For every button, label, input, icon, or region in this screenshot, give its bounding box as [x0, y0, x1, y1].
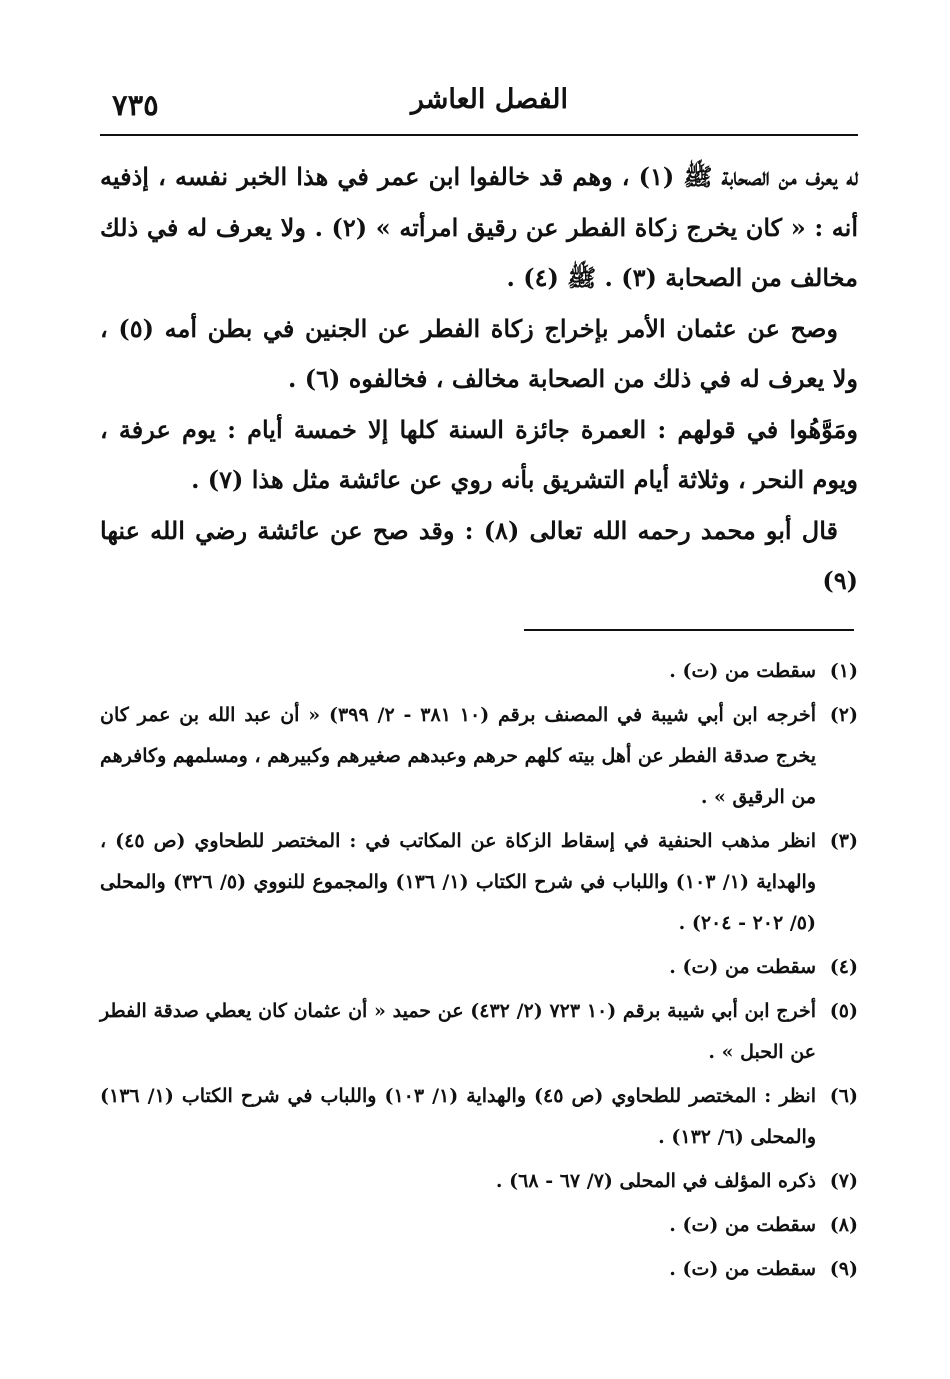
footnote-number: (٤)	[829, 955, 858, 978]
footnote	[100, 695, 858, 818]
page-number: ٧٣٥	[112, 88, 159, 122]
paragraph: ومَوَّهُوا في قولهم : العمرة جائزة السنة كلها إلا خمسة أيام : يوم عرفة ، ويوم النحر ، وثلاثة أيام التشريق بأنه روي عن عائشة مثل هذا (٧) .	[100, 414, 858, 494]
footnote-text: سقطت من (ت) .	[669, 659, 816, 682]
footnote-text: انظر : المختصر للطحاوي (ص ٤٥) والهداية (١/ ١٠٣) واللباب في شرح الكتاب (١/ ١٣٦) والمحلى (٦/ ١٣٢) .	[100, 1084, 816, 1148]
footnote-text: سقطت من (ت) .	[669, 1213, 816, 1236]
footnote-text: أخرجه ابن أبي شيبة في المصنف برقم (١٠ ٣٨١ - ٢/ ٣٩٩) « أن عبد الله بن عمر كان يخرج صدقة الفطر عن أهل بيته كلهم حرهم وعبدهم صغيرهم وكبيرهم ، ومسلمهم وكافرهم من الرقيق » .	[100, 703, 816, 808]
footnote	[100, 821, 858, 944]
footnote	[100, 1205, 858, 1246]
footnotes	[100, 651, 858, 1290]
footnote-number: (٩)	[829, 1257, 858, 1280]
footnote-number: (٢)	[829, 703, 858, 726]
footnote-number: (٦)	[829, 1084, 858, 1107]
footnote-text: سقطت من (ت) .	[669, 955, 816, 978]
main-text	[100, 152, 858, 607]
book-page	[100, 80, 858, 1320]
footnote	[100, 991, 858, 1073]
paragraph: قال أبو محمد رحمه الله تعالى (٨) : وقد صح عن عائشة رضي الله عنها (٩)	[100, 515, 858, 595]
footnote	[100, 947, 858, 988]
footnote-number: (٧)	[829, 1169, 858, 1192]
footnote	[100, 1076, 858, 1158]
footnote-number: (٨)	[829, 1213, 858, 1236]
footnote	[100, 651, 858, 692]
footnote-number: (٣)	[829, 829, 858, 852]
footnote-separator	[524, 629, 854, 631]
footnote-number: (١)	[829, 659, 858, 682]
paragraph: وصح عن عثمان الأمر بإخراج زكاة الفطر عن الجنين في بطن أمه (٥) ، ولا يعرف له في ذلك من الصحابة مخالف ، فخالفوه (٦) .	[100, 313, 858, 393]
paragraph: له يعرف من الصحابة ﷺ (١) ، وهم قد خالفوا ابن عمر في هذا الخبر نفسه ، إذفيه أنه : « كان يخرج زكاة الفطر عن رقيق امرأته » (٢) . ولا يعرف له في ذلك مخالف من الصحابة (٣) . ﷺ (٤) .	[100, 162, 858, 292]
footnote-text: أخرج ابن أبي شيبة برقم (١٠ ٧٢٣ (٢/ ٤٣٢) عن حميد « أن عثمان كان يعطي صدقة الفطر عن الحبل » .	[100, 999, 817, 1063]
footnote-text: ذكره المؤلف في المحلى (٧/ ٦٧ - ٦٨) .	[495, 1169, 816, 1192]
footnote	[100, 1161, 858, 1202]
page-header	[100, 80, 858, 136]
chapter-title: الفصل العاشر	[410, 84, 568, 115]
footnote-number: (٥)	[829, 999, 858, 1022]
footnote	[100, 1249, 858, 1290]
footnote-text: سقطت من (ت) .	[669, 1257, 816, 1280]
footnote-text: انظر مذهب الحنفية في إسقاط الزكاة عن المكاتب في : المختصر للطحاوي (ص ٤٥) ، والهداية (١/ ١٠٣) واللباب في شرح الكتاب (١/ ١٣٦) والمجموع للنووي (٥/ ٣٢٦) والمحلى (٥/ ٢٠٢ - ٢٠٤) .	[100, 829, 817, 934]
